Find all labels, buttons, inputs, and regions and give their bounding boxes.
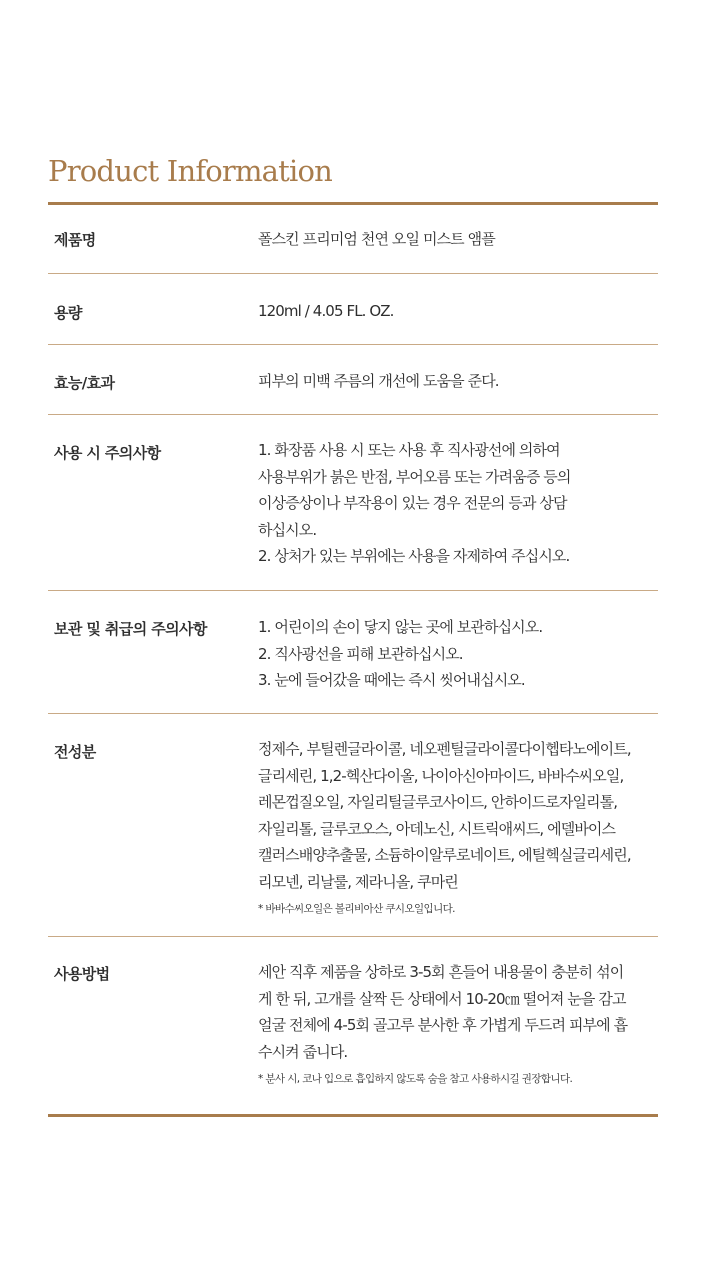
bottom-rule: [48, 1114, 658, 1117]
info-row-directions: [48, 937, 658, 1114]
value-line: 하십시오.: [258, 520, 317, 539]
info-row-usage-cautions: [48, 415, 658, 591]
row-value: [258, 226, 658, 253]
value-line: 얼굴 전체에 4-5회 골고루 분사한 후 가볍게 두드려 피부에 흡: [258, 1016, 628, 1034]
row-label: 용량: [54, 304, 82, 322]
footnote: * 분사 시, 코나 입으로 흡입하지 않도록 숨을 참고 사용하시길 권장합니다.: [258, 1073, 573, 1085]
row-value: [258, 298, 658, 325]
value-line: 사용부위가 붉은 반점, 부어오름 또는 가려움증 등의: [258, 467, 571, 486]
value-line: 레몬껍질오일, 자일리틸글루코사이드, 안하이드로자일리톨,: [258, 793, 618, 811]
footnote: * 바바수씨오일은 볼리비아산 쿠시오일입니다.: [258, 903, 455, 915]
row-label: 효능/효과: [54, 374, 115, 392]
value-line: 2. 직사광선을 피해 보관하십시오.: [258, 644, 463, 663]
row-label: 전성분: [54, 743, 96, 761]
page-title: Product Information: [48, 154, 333, 188]
row-value: [258, 437, 658, 570]
row-value: [258, 368, 658, 395]
value-line: 3. 눈에 들어갔을 때에는 즉시 씻어내십시오.: [258, 671, 525, 689]
value-line: 게 한 뒤, 고개를 살짝 든 상태에서 10-20㎝ 떨어져 눈을 감고: [258, 989, 626, 1008]
value-line: 정제수, 부틸렌글라이콜, 네오펜틸글라이콜다이헵타노에이트,: [258, 740, 631, 758]
value-line: 세안 직후 제품을 상하로 3-5회 흔들어 내용물이 충분히 섞이: [258, 963, 624, 981]
row-label: 제품명: [54, 231, 96, 249]
value-line: 피부의 미백 주름의 개선에 도움을 준다.: [258, 372, 499, 390]
value-line: 자일리톨, 글루코오스, 아데노신, 시트릭애씨드, 에델바이스: [258, 819, 616, 838]
row-value: [258, 959, 658, 1087]
row-value: [258, 614, 658, 694]
value-line: 120ml / 4.05 FL. OZ.: [258, 302, 394, 320]
value-line: 리모넨, 리날룰, 제라니올, 쿠마린: [258, 872, 458, 891]
value-line: 1. 화장품 사용 시 또는 사용 후 직사광선에 의하여: [258, 441, 560, 459]
value-line: 1. 어린이의 손이 닿지 않는 곳에 보관하십시오.: [258, 618, 543, 636]
row-value: [258, 736, 658, 917]
row-label: 보관 및 취급의 주의사항: [54, 620, 207, 638]
info-row-product-name: [48, 205, 658, 274]
value-line: 폴스킨 프리미엄 천연 오일 미스트 앰플: [258, 230, 495, 248]
value-line: 수시켜 줍니다.: [258, 1042, 348, 1061]
value-line: 2. 상처가 있는 부위에는 사용을 자제하여 주십시오.: [258, 547, 570, 565]
value-line: 이상증상이나 부작용이 있는 경우 전문의 등과 상담: [258, 494, 567, 512]
row-label: 사용 시 주의사항: [54, 444, 161, 462]
row-label: 사용방법: [54, 965, 110, 983]
value-line: 글리세린, 1,2-헥산다이올, 나이아신아마이드, 바바수씨오일,: [258, 766, 624, 785]
info-row-volume: [48, 274, 658, 345]
info-row-ingredients: [48, 714, 658, 937]
value-line: 캘러스배양추출물, 소듐하이알루로네이트, 에틸헥실글리세린,: [258, 846, 631, 864]
info-row-storage-cautions: [48, 591, 658, 714]
info-row-efficacy: [48, 345, 658, 415]
